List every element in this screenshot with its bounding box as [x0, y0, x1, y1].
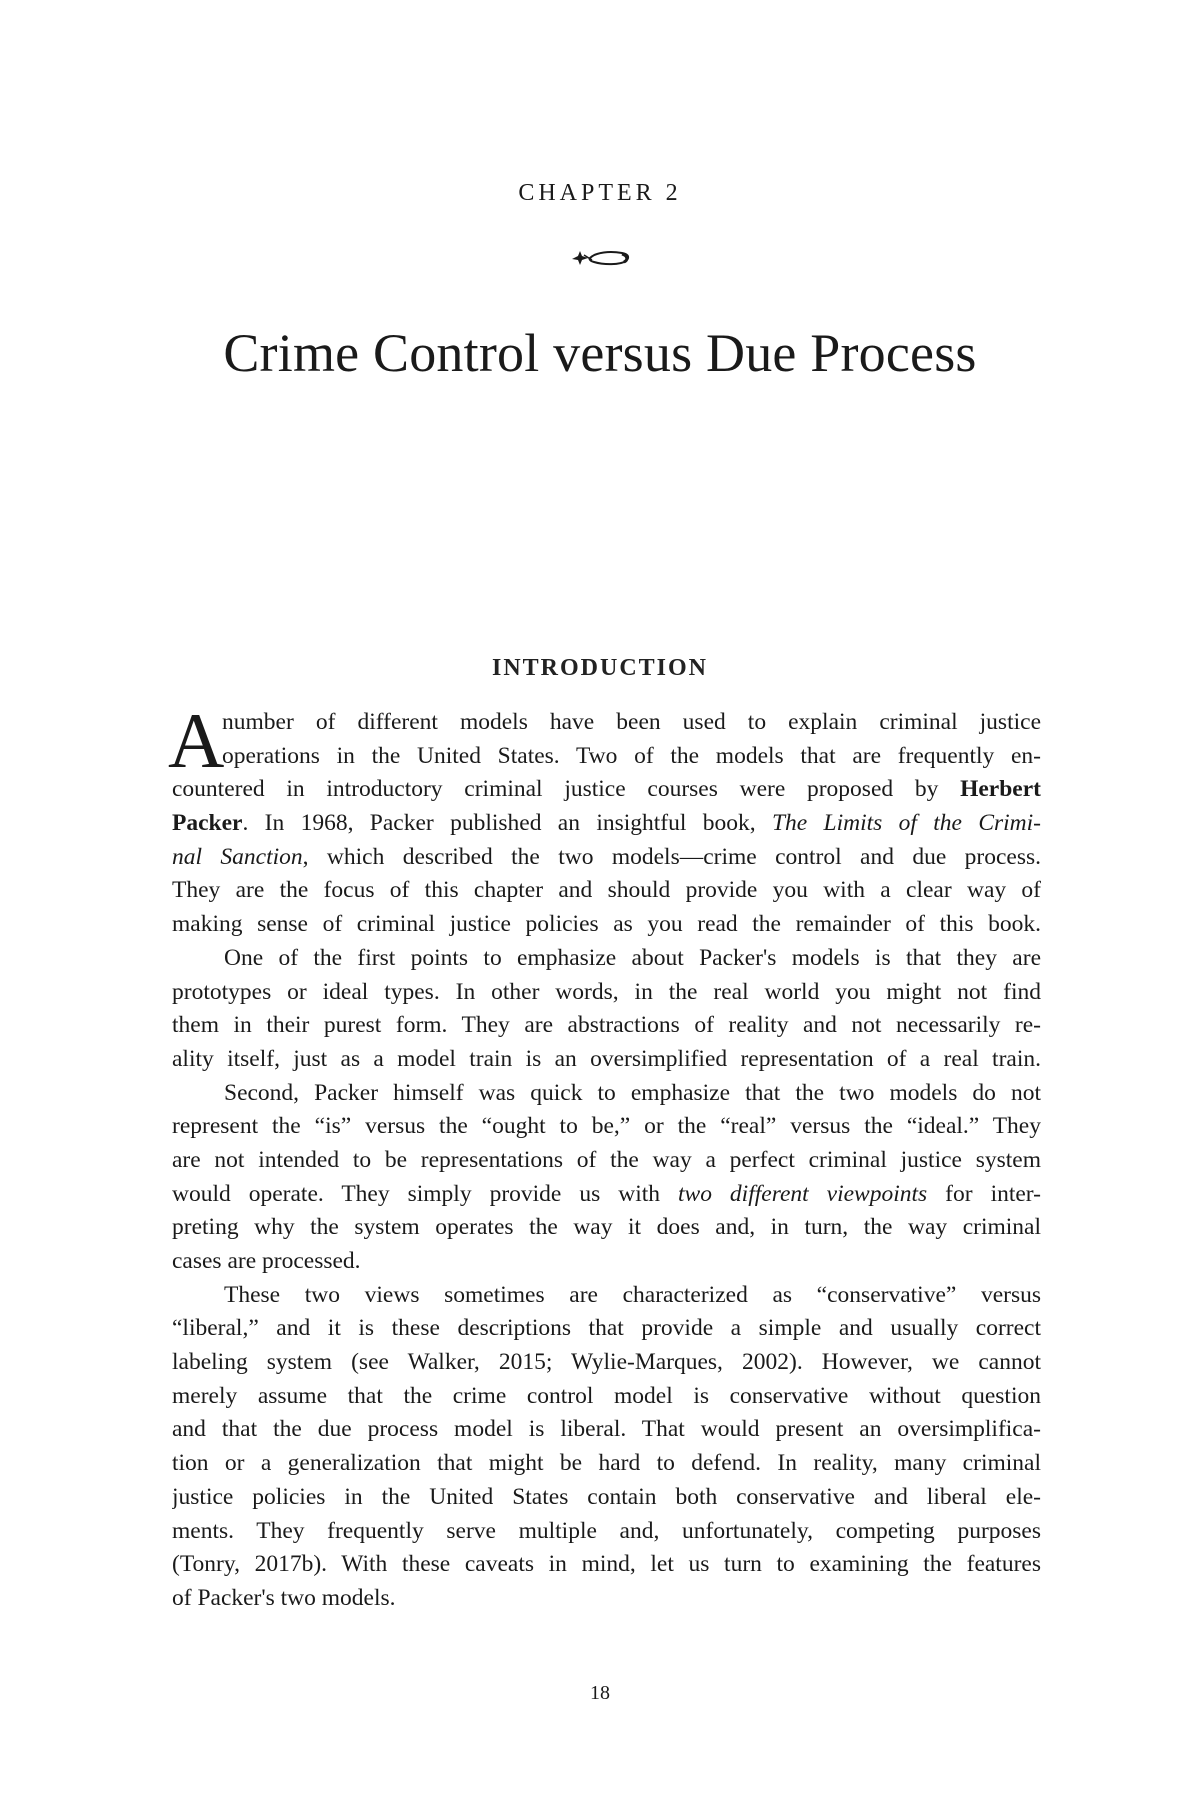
- page-number: 18: [590, 1682, 610, 1704]
- text-line: number of different models have been used to explain criminal justice: [222, 709, 1041, 735]
- text-line: merely assume that the crime control model is conservative without question: [172, 1382, 1041, 1409]
- text-line: would operate. They simply provide us with two different viewpoints for inter-: [172, 1180, 1041, 1207]
- section-heading: INTRODUCTION: [491, 655, 709, 681]
- text-line: They are the focus of this chapter and should provide you with a clear way of: [172, 877, 1041, 904]
- paragraph: [168, 697, 1041, 942]
- text-line: (Tonry, 2017b). With these caveats in mind, let us turn to examining the features: [172, 1551, 1041, 1578]
- author-name: Packer: [172, 810, 243, 837]
- paragraph: [172, 942, 1041, 1077]
- text-line: justice policies in the United States contain both conservative and liberal ele-: [172, 1483, 1041, 1510]
- book-title: nal Sanction: [172, 843, 303, 870]
- paragraph: [172, 1077, 1041, 1279]
- text-line: One of the first points to emphasize about Packer's models is that they are: [224, 944, 1041, 971]
- text-line: “liberal,” and it is these descriptions that provide a simple and usually correct: [172, 1315, 1041, 1342]
- text-line: Second, Packer himself was quick to emphasize that the two models do not: [224, 1079, 1041, 1106]
- text-line: of Packer's two models.: [172, 1584, 396, 1611]
- chapter-label: CHAPTER 2: [518, 180, 682, 206]
- text-line: tion or a generalization that might be hard to defend. In reality, many criminal: [172, 1450, 1041, 1477]
- text-line: and that the due process model is liberal. That would present an oversimplifica-: [172, 1416, 1041, 1443]
- emphasis: two different viewpoints: [677, 1180, 928, 1207]
- text-line: labeling system (see Walker, 2015; Wylie-Marques, 2002). However, we cannot: [172, 1349, 1041, 1376]
- text-line: nal Sanction, which described the two models—crime control and due process.: [172, 843, 1041, 870]
- text-line: countered in introductory criminal justice courses were proposed by Herbert: [172, 776, 1041, 803]
- text-line: represent the “is” versus the “ought to be,” or the “real” versus the “ideal.” They: [172, 1113, 1041, 1140]
- body-text: [168, 697, 1041, 1616]
- text-line: cases are processed.: [172, 1248, 361, 1274]
- dropcap: A: [168, 697, 225, 784]
- text-line: These two views sometimes are characterized as “conservative” versus: [224, 1281, 1041, 1308]
- author-name: Herbert: [960, 776, 1041, 803]
- text-line: ments. They frequently serve multiple and, unfortunately, competing purposes: [172, 1517, 1041, 1544]
- chapter-title: Crime Control versus Due Process: [223, 323, 977, 383]
- fleuron-ornament-icon: [570, 247, 632, 269]
- text-line: are not intended to be representations of the way a perfect criminal justice system: [172, 1146, 1041, 1173]
- book-title: The Limits of the Crimi-: [771, 810, 1041, 837]
- text-line: preting why the system operates the way it does and, in turn, the way criminal: [172, 1214, 1041, 1241]
- text-line: making sense of criminal justice policies as you read the remainder of this book.: [172, 911, 1041, 938]
- text-line: Packer. In 1968, Packer published an insightful book, The Limits of the Crimi-: [172, 810, 1041, 837]
- text-line: prototypes or ideal types. In other words, in the real world you might not find: [172, 978, 1041, 1005]
- text-line: operations in the United States. Two of the models that are frequently en-: [222, 742, 1041, 769]
- text-line: ality itself, just as a model train is an oversimplified representation of a real train.: [172, 1045, 1041, 1072]
- paragraph: [172, 1279, 1041, 1616]
- text-line: them in their purest form. They are abstractions of reality and not necessarily re-: [172, 1012, 1041, 1039]
